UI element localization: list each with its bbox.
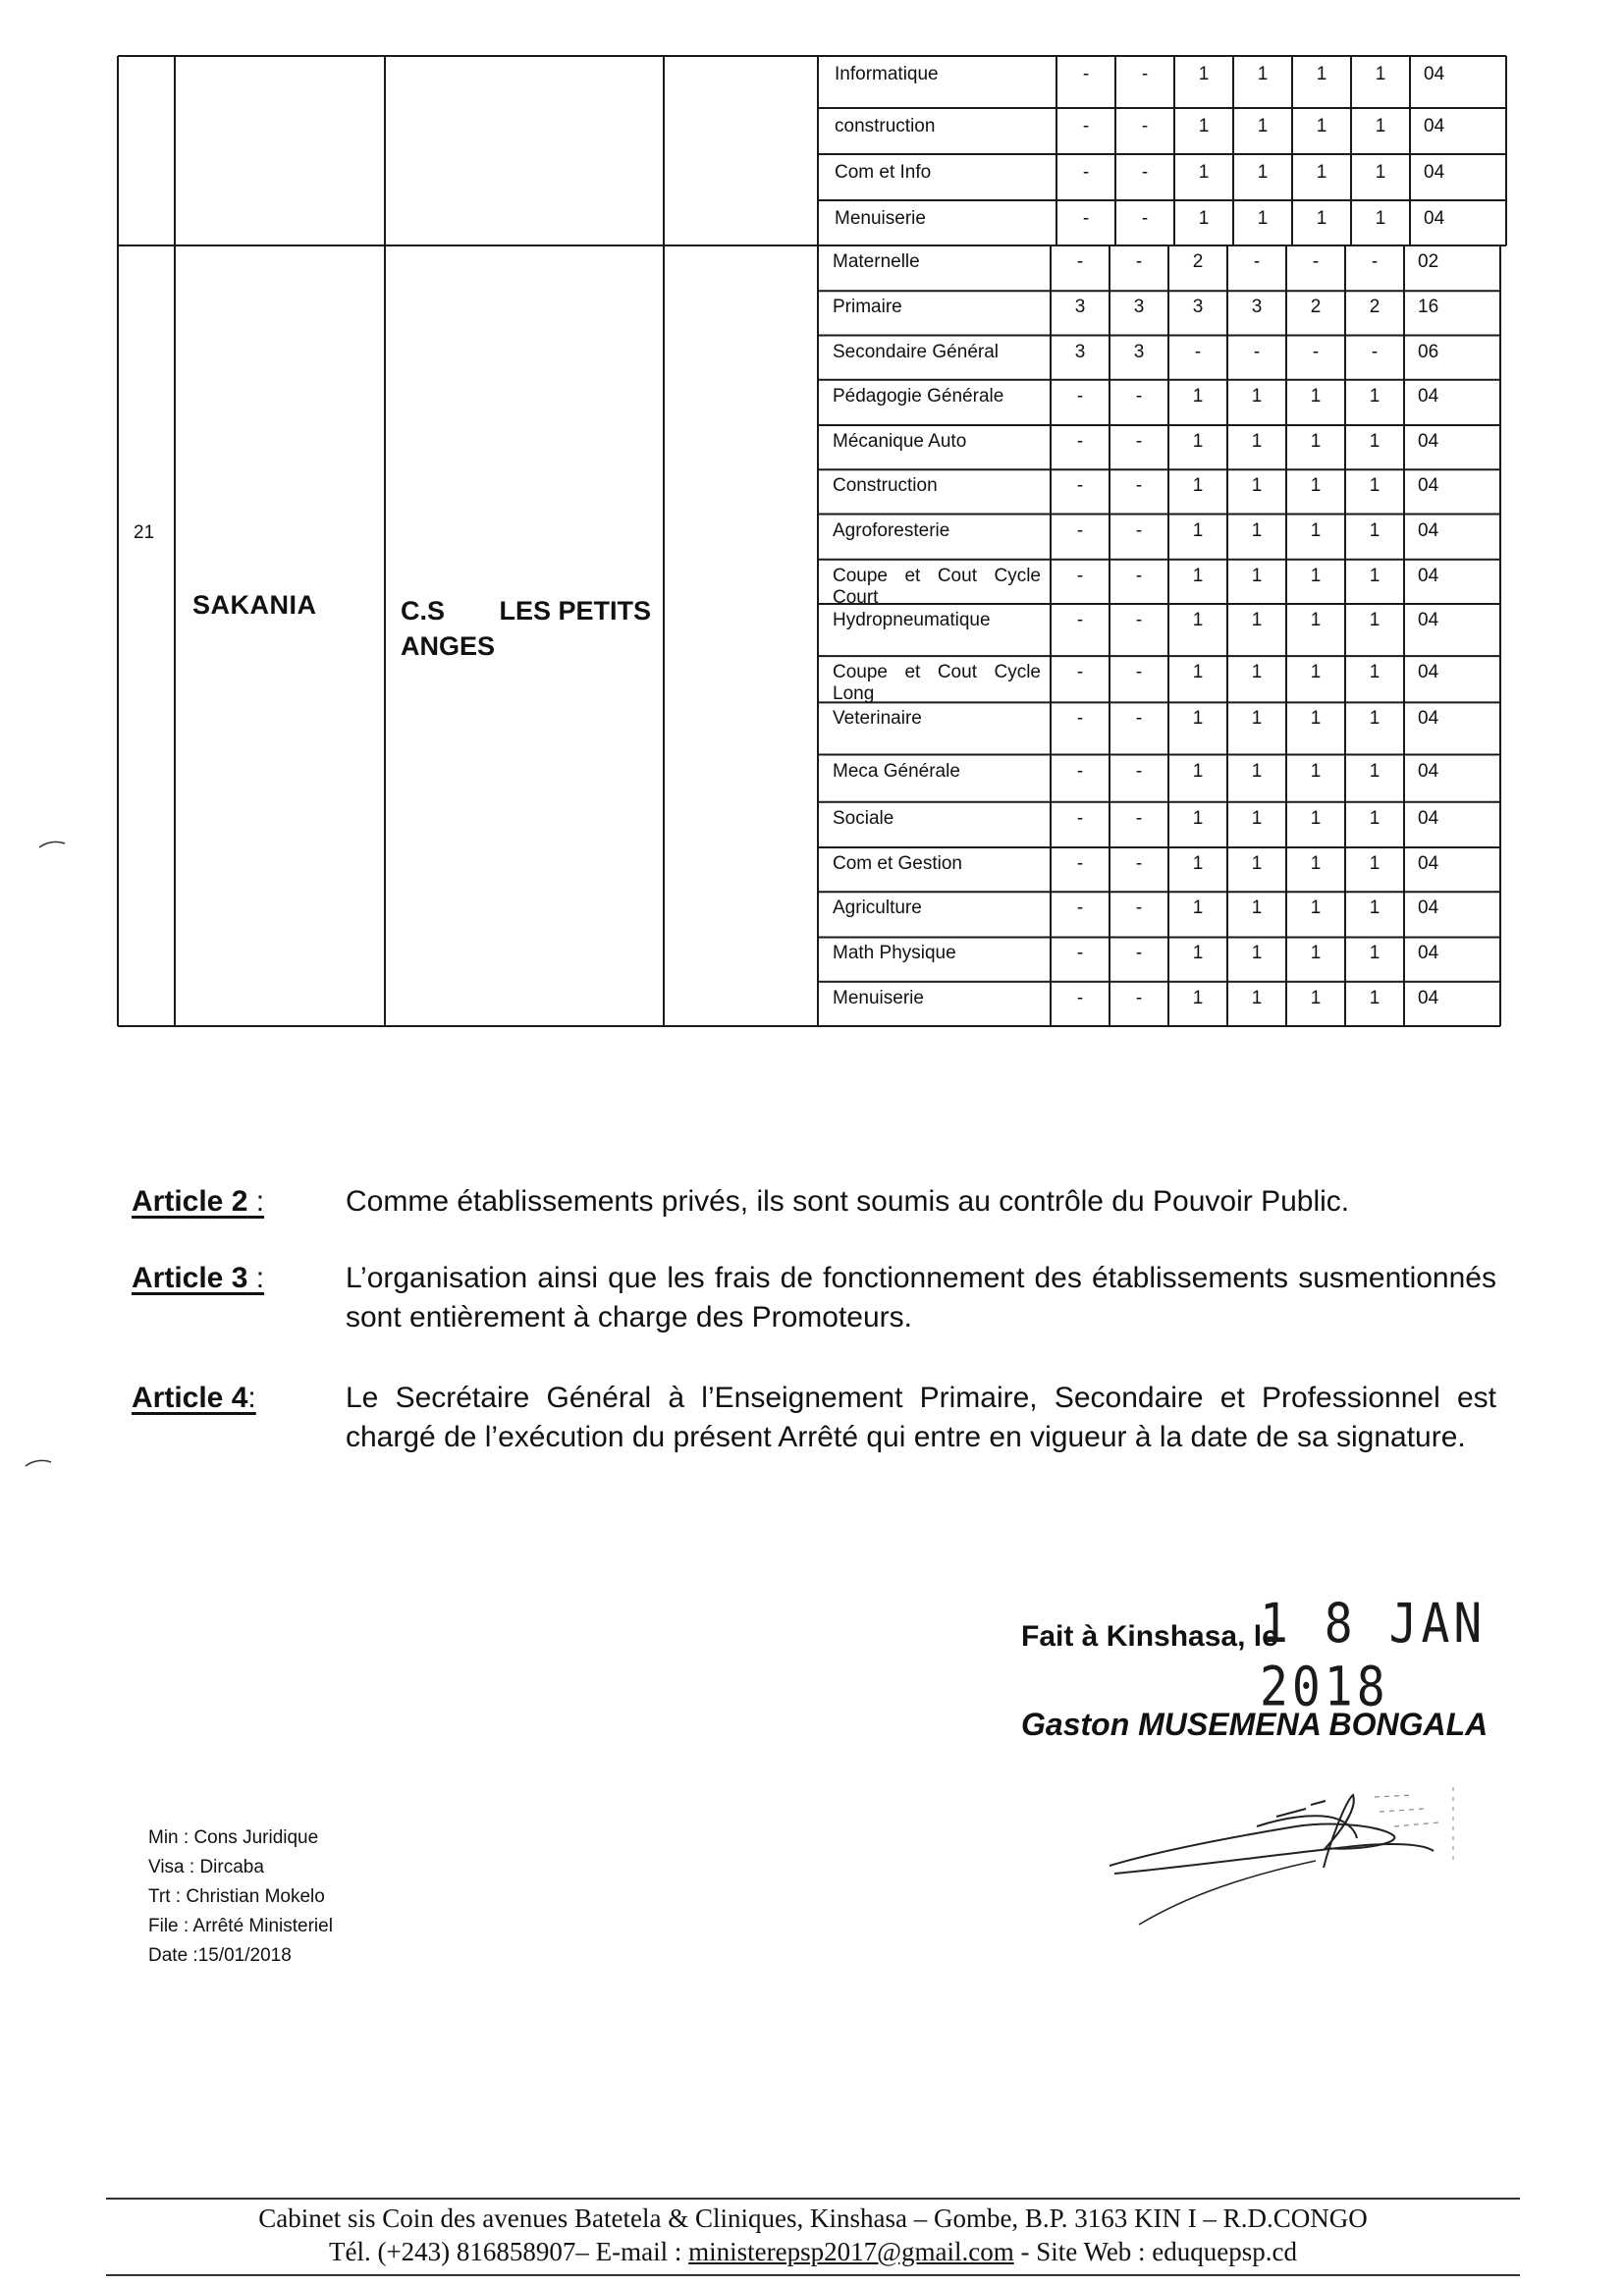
footer-website: - Site Web : eduquepsp.cd (1013, 2237, 1298, 2266)
table-cell-count: 1 (1257, 116, 1269, 136)
table-cell-count: - (1082, 64, 1090, 84)
table-cell-total: 04 (1418, 898, 1439, 919)
table-cell-count: 1 (1310, 662, 1322, 683)
table-cell-subject: Pédagogie Générale (833, 385, 1004, 407)
table-cell-count: 1 (1369, 807, 1380, 829)
ref-min: Min : Cons Juridique (148, 1827, 319, 1848)
table-cell-count: 1 (1192, 852, 1204, 874)
table-cell-count: 1 (1257, 162, 1269, 183)
table-cell-count: 1 (1310, 431, 1322, 452)
table-cell-count: 1 (1310, 852, 1322, 874)
table-cell-count: 3 (1192, 297, 1204, 318)
table-cell-count: - (1076, 431, 1084, 452)
table-cell-count: 1 (1369, 987, 1380, 1008)
school-name (401, 593, 651, 664)
table-cell-subject: Menuiserie (833, 987, 924, 1008)
table-cell-count: 1 (1251, 807, 1263, 829)
table-cell-count: 1 (1251, 662, 1263, 683)
table-cell-count: - (1082, 208, 1090, 229)
table-cell-count: - (1135, 852, 1143, 874)
table-cell-total: 04 (1418, 760, 1439, 782)
school-name-part-1: C.S (401, 596, 446, 626)
table-cell-count: - (1076, 519, 1084, 541)
table-cell-total: 04 (1418, 943, 1439, 964)
table-cell-count: 1 (1316, 208, 1327, 229)
footer-rule-top (106, 2198, 1520, 2200)
table-cell-subject: Com et Gestion (833, 852, 962, 874)
table-cell-count: 1 (1369, 898, 1380, 919)
footer-address: Cabinet sis Coin des avenues Batetela & Cliniques, Kinshasa – Gombe, B.P. 3163 KIN I – R.D.CONGO (258, 2203, 1368, 2233)
table-cell-count: 1 (1257, 208, 1269, 229)
table-cell-count: 1 (1310, 898, 1322, 919)
school-name-part-2: LES PETITS (499, 596, 651, 626)
table-cell-count: 1 (1316, 64, 1327, 84)
article-2-colon: : (247, 1185, 265, 1218)
table-cell-count: - (1135, 807, 1143, 829)
footer-rule-bottom (106, 2274, 1520, 2276)
table-cell-count: - (1076, 385, 1084, 407)
table-cell-count: - (1076, 898, 1084, 919)
article-3-text: L’organisation ainsi que les frais de fonctionnement des établissements susmentionnés sont entièrement à charge des Promoteurs. (346, 1262, 1496, 1333)
table-cell-count: - (1076, 251, 1084, 272)
table-cell-count: 1 (1251, 898, 1263, 919)
margin-mark (37, 840, 67, 849)
table-cell-subject: Hydropneumatique (833, 610, 991, 631)
table-cell-count: 1 (1310, 519, 1322, 541)
table-cell-count: 1 (1251, 987, 1263, 1008)
ref-date: Date :15/01/2018 (148, 1945, 292, 1966)
table-cell-count: - (1253, 341, 1261, 362)
table-cell-count: - (1135, 385, 1143, 407)
table-cell-total: 04 (1418, 475, 1439, 497)
table-cell-subject: Informatique (835, 64, 939, 84)
footer (106, 2202, 1520, 2268)
table-cell-count: - (1312, 341, 1320, 362)
table-cell-count: 1 (1369, 385, 1380, 407)
table-cell-subject: Meca Générale (833, 760, 960, 782)
table-cell-count: 1 (1310, 943, 1322, 964)
table-cell-count: 1 (1198, 116, 1210, 136)
table-cell-count: - (1141, 116, 1149, 136)
table-cell-count: - (1371, 341, 1379, 362)
table-cell-total: 04 (1418, 708, 1439, 730)
table-cell-count: 1 (1375, 208, 1386, 229)
table-cell-count: - (1135, 475, 1143, 497)
table-cell-count: 1 (1369, 943, 1380, 964)
article-4-label: Article 4 (132, 1382, 248, 1414)
table-cell-count: - (1135, 943, 1143, 964)
table-cell-count: 1 (1251, 385, 1263, 407)
table-cell-total: 04 (1418, 852, 1439, 874)
table-cell-count: 2 (1192, 251, 1204, 272)
table-cell-count: 2 (1310, 297, 1322, 318)
table-cell-count: - (1141, 64, 1149, 84)
table-cell-count: - (1082, 116, 1090, 136)
table-cell-total: 04 (1418, 987, 1439, 1008)
table-cell-count: 1 (1192, 708, 1204, 730)
school-name-part-3: ANGES (401, 631, 496, 661)
table-cell-count: 1 (1316, 162, 1327, 183)
table-cell-count: - (1135, 708, 1143, 730)
table-cell-subject: Secondaire Général (833, 341, 999, 362)
table-cell-total: 04 (1418, 610, 1439, 631)
article-2-label: Article 2 (132, 1185, 248, 1218)
article-3-label: Article 3 (132, 1262, 248, 1294)
table-cell-count: - (1135, 610, 1143, 631)
table-cell-count: - (1135, 565, 1143, 586)
article-4-text: Le Secrétaire Général à l’Enseignement Primaire, Secondaire et Professionnel est chargé de l’exécution du présent Arrêté qui entre en vigueur à la date de sa signature. (346, 1382, 1496, 1453)
table-cell-count: - (1135, 519, 1143, 541)
ref-file: File : Arrêté Ministeriel (148, 1916, 333, 1936)
table-cell-count: - (1141, 208, 1149, 229)
table-cell-count: 1 (1192, 475, 1204, 497)
table-cell-count: 1 (1310, 610, 1322, 631)
place-label: Fait à Kinshasa, le (1021, 1620, 1278, 1653)
table-cell-subject: Math Physique (833, 943, 956, 964)
ref-visa: Visa : Dircaba (148, 1857, 264, 1877)
table-cell-count: 1 (1316, 116, 1327, 136)
table-cell-count: 2 (1369, 297, 1380, 318)
table-cell-count: 1 (1251, 760, 1263, 782)
table-cell-subject: construction (835, 116, 936, 136)
table-cell-total: 02 (1418, 251, 1439, 272)
table-cell-count: - (1194, 341, 1202, 362)
table-cell-total: 04 (1418, 385, 1439, 407)
table-cell-count: 1 (1192, 519, 1204, 541)
table-cell-total: 04 (1424, 116, 1445, 136)
table-cell-subject: Coupe et Cout Cycle Long (833, 662, 1041, 705)
table-cell-count: - (1076, 807, 1084, 829)
table-cell-subject: Sociale (833, 807, 894, 829)
table-cell-count: - (1076, 708, 1084, 730)
article-4-colon: : (247, 1382, 256, 1414)
table-cell-count: - (1076, 852, 1084, 874)
footer-contact (106, 2235, 1520, 2268)
table-cell-count: 3 (1133, 297, 1145, 318)
table-cell-count: 1 (1192, 987, 1204, 1008)
article-2-text: Comme établissements privés, ils sont soumis au contrôle du Pouvoir Public. (346, 1185, 1350, 1218)
table-cell-count: 1 (1251, 519, 1263, 541)
table-cell-count: - (1076, 760, 1084, 782)
table-cell-count: 1 (1257, 64, 1269, 84)
table-cell-total: 04 (1418, 662, 1439, 683)
table-cell-count: 1 (1251, 852, 1263, 874)
table-cell-count: 1 (1369, 852, 1380, 874)
table-cell-count: - (1371, 251, 1379, 272)
reference-block (148, 1823, 333, 1971)
table-cell-count: 1 (1310, 385, 1322, 407)
table-cell-count: 1 (1369, 519, 1380, 541)
margin-mark (24, 1458, 53, 1468)
table-cell-count: 1 (1310, 760, 1322, 782)
table-cell-count: - (1076, 475, 1084, 497)
table-cell-count: - (1253, 251, 1261, 272)
table-cell-total: 04 (1418, 565, 1439, 586)
footer-phone: Tél. (+243) 816858907– E-mail : (328, 2237, 689, 2266)
table-cell-count: 3 (1133, 341, 1145, 362)
table-cell-count: - (1135, 987, 1143, 1008)
table-cell-count: - (1135, 760, 1143, 782)
table-cell-count: 1 (1192, 385, 1204, 407)
table-cell-count: 1 (1369, 565, 1380, 586)
table-cell-subject: Primaire (833, 297, 902, 318)
table-cell-count: 1 (1192, 807, 1204, 829)
table-cell-count: 1 (1310, 807, 1322, 829)
table-cell-subject: Agriculture (833, 898, 922, 919)
table-cell-count: 1 (1375, 162, 1386, 183)
table-cell-count: 1 (1369, 431, 1380, 452)
table-cell-count: - (1135, 662, 1143, 683)
table-cell-count: 1 (1310, 708, 1322, 730)
table-cell-count: 1 (1198, 208, 1210, 229)
table-cell-count: 1 (1310, 987, 1322, 1008)
table-cell-count: - (1312, 251, 1320, 272)
table-cell-count: 1 (1375, 116, 1386, 136)
table-cell-count: 1 (1198, 162, 1210, 183)
table-cell-count: 1 (1251, 565, 1263, 586)
table-cell-count: 1 (1198, 64, 1210, 84)
table-cell-subject: Coupe et Cout Cycle Court (833, 565, 1041, 608)
table-cell-subject: Mécanique Auto (833, 431, 967, 452)
date-stamp: 1 8 JAN 2018 (1260, 1592, 1487, 1719)
table-cell-subject: Com et Info (835, 162, 932, 183)
table-cell-count: 1 (1192, 431, 1204, 452)
table-cell-subject: Agroforesterie (833, 519, 950, 541)
table-cell-count: - (1082, 162, 1090, 183)
table-cell-count: 3 (1251, 297, 1263, 318)
footer-email-link[interactable]: ministerepsp2017@gmail.com (688, 2237, 1014, 2266)
table-cell-total: 04 (1424, 162, 1445, 183)
table-cell-total: 04 (1424, 64, 1445, 84)
table-cell-count: 1 (1251, 708, 1263, 730)
table-cell-count: 1 (1251, 475, 1263, 497)
department-name: SAKANIA (192, 590, 317, 620)
table-cell-count: 3 (1074, 297, 1086, 318)
ref-trt: Trt : Christian Mokelo (148, 1886, 325, 1907)
table-cell-subject: Construction (833, 475, 938, 497)
table-cell-count: - (1076, 662, 1084, 683)
table-cell-count: 1 (1251, 943, 1263, 964)
table-cell-count: - (1076, 987, 1084, 1008)
table-cell-count: 1 (1192, 943, 1204, 964)
table-cell-count: 1 (1192, 610, 1204, 631)
table-cell-count: 1 (1192, 898, 1204, 919)
table-cell-count: - (1135, 251, 1143, 272)
table-cell-count: 1 (1369, 708, 1380, 730)
table-cell-count: - (1141, 162, 1149, 183)
table-cell-total: 06 (1418, 341, 1439, 362)
handwritten-signature (1100, 1758, 1512, 1954)
table-cell-subject: Veterinaire (833, 708, 922, 730)
table-cell-count: 1 (1310, 475, 1322, 497)
table-cell-count: 1 (1369, 760, 1380, 782)
table-cell-count: 1 (1251, 431, 1263, 452)
table-cell-total: 04 (1418, 519, 1439, 541)
table-cell-count: 1 (1192, 760, 1204, 782)
table-cell-count: - (1076, 610, 1084, 631)
table-cell-count: 1 (1192, 565, 1204, 586)
table-cell-total: 04 (1418, 807, 1439, 829)
entry-number: 21 (134, 522, 155, 543)
table-cell-subject: Menuiserie (835, 208, 926, 229)
table-cell-count: - (1135, 431, 1143, 452)
table-cell-count: - (1135, 898, 1143, 919)
table-cell-count: 1 (1251, 610, 1263, 631)
article-3-colon: : (247, 1262, 265, 1294)
table-cell-count: 1 (1369, 475, 1380, 497)
table-cell-total: 04 (1424, 208, 1445, 229)
table-cell-count: 1 (1369, 610, 1380, 631)
table-cell-count: 1 (1310, 565, 1322, 586)
table-cell-count: 1 (1369, 662, 1380, 683)
table-cell-total: 16 (1418, 297, 1439, 318)
table-cell-count: 1 (1192, 662, 1204, 683)
table-cell-count: 3 (1074, 341, 1086, 362)
signer-name: Gaston MUSEMENA BONGALA (1021, 1707, 1489, 1742)
table-cell-total: 04 (1418, 431, 1439, 452)
table-cell-count: - (1076, 943, 1084, 964)
table-cell-count: 1 (1375, 64, 1386, 84)
table-cell-subject: Maternelle (833, 251, 920, 272)
table-cell-count: - (1076, 565, 1084, 586)
